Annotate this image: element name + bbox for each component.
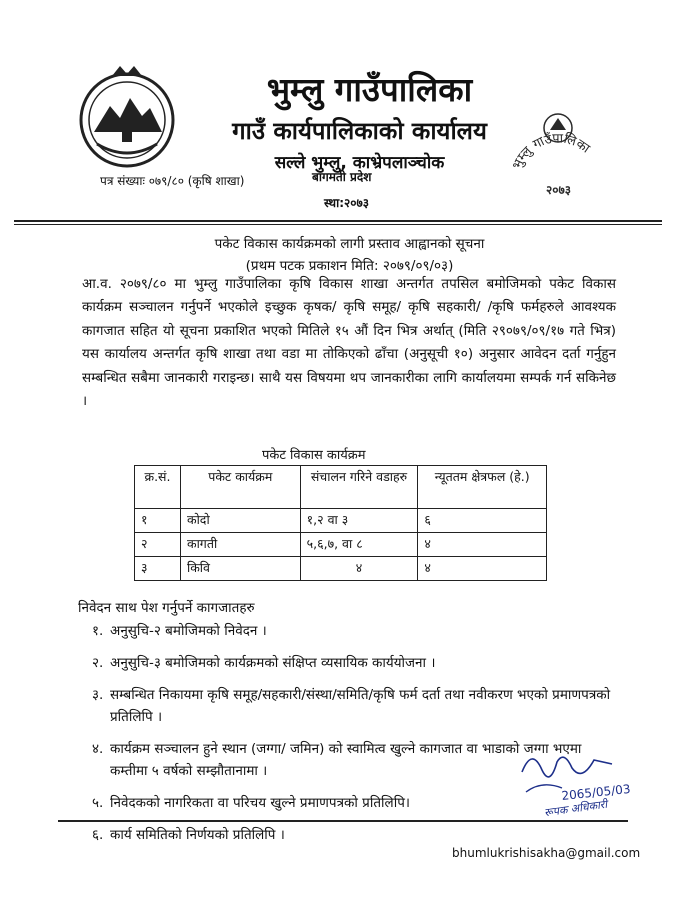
table-row	[135, 533, 547, 557]
stamp-text: भुम्लु गाउँपालिका	[510, 131, 593, 172]
letter-number: पत्र संख्याः ०७९/८० (कृषि शाखा)	[100, 174, 245, 188]
header-area: न्यूततम क्षेत्रफल (हे.)	[418, 466, 547, 509]
footer-email: bhumlukrishisakha@gmail.com	[452, 846, 641, 860]
footer-divider	[58, 820, 628, 822]
cell-program: कागती	[180, 533, 300, 557]
cell-wards: ५,६,७, वा ८	[300, 533, 418, 557]
item-text: अनुसुचि-३ बमोजिमको कार्यक्रमको संक्षिप्त व्यसायिक कार्ययोजना ।	[110, 655, 436, 671]
header-divider	[14, 220, 662, 222]
list-item	[92, 684, 622, 728]
table-row	[135, 557, 547, 581]
cell-program: कोदो	[180, 509, 300, 533]
item-number: ४.	[92, 741, 104, 757]
documents-heading: निवेदन साथ पेश गर्नुपर्ने कागजातहरु	[78, 600, 255, 616]
header-program: पकेट कार्यक्रम	[180, 466, 300, 509]
list-item	[92, 620, 622, 642]
cell-serial: २	[135, 533, 181, 557]
list-item	[92, 652, 622, 674]
table-header-row	[135, 466, 547, 509]
pocket-program-table	[134, 465, 547, 581]
cell-serial: ३	[135, 557, 181, 581]
table-row	[135, 509, 547, 533]
item-text: कार्यक्रम सञ्चालन हुने स्थान (जग्गा/ जमिन) को स्वामित्व खुल्ने कागजात वा भाडाको जग्गा भएमा कम्तीमा ५ वर्षको सम्झौतानामा ।	[110, 741, 582, 779]
item-text: निवेदकको नागरिकता वा परिचय खुल्ने प्रमाणपत्रको प्रतिलिपि।	[110, 795, 410, 811]
item-number: ३.	[92, 687, 104, 703]
item-number: ५.	[92, 795, 104, 811]
item-text: सम्बन्धित निकायमा कृषि समूह/सहकारी/संस्था/समिति/कृषि फर्म दर्ता तथा नवीकरण भएको प्रमाणपत्रको प्रतिलिपि ।	[110, 687, 611, 725]
item-number: २.	[92, 655, 104, 671]
item-text: अनुसुचि-२ बमोजिमको निवेदन ।	[110, 623, 267, 639]
cell-wards: ४	[300, 557, 418, 581]
item-number: १.	[92, 623, 104, 639]
header-wards: संचालन गरिने वडाहरु	[300, 466, 418, 509]
cell-area: ४	[418, 557, 547, 581]
cell-serial: १	[135, 509, 181, 533]
municipality-title: भुम्लु गाउँपालिका	[266, 70, 473, 109]
item-text: कार्य समितिको निर्णयको प्रतिलिपि ।	[110, 827, 285, 843]
header-divider-thin	[14, 224, 662, 225]
province-name: बागमती प्रदेश	[312, 170, 372, 184]
office-stamp-icon	[510, 108, 606, 200]
table-title: पकेट विकास कार्यक्रम	[262, 448, 366, 463]
officer-name: रूपक अधिकारी	[543, 797, 609, 820]
office-title: गाउँ कार्यपालिकाको कार्यालय	[232, 117, 487, 145]
established-year: स्था:२०७३	[324, 196, 369, 210]
cell-wards: १,२ वा ३	[300, 509, 418, 533]
notice-subheading: (प्रथम पटक प्रकाशन मिति: २०७९/०९/०३)	[245, 258, 454, 274]
notice-body: आ.व. २०७९/८० मा भुम्लु गाउँपालिका कृषि विकास शाखा अन्तर्गत तपसिल बमोजिमको पकेट विकास कार्यक्रम सञ्चालन गर्नुपर्ने भएकोले इच्छुक कृषक/ कृषि समूह/ कृषि सहकारी/ /कृषि फर्महरुले आवश्यक कागजात सहित यो सूचना प्रकाशित भएको मितिले १५ औं दिन भित्र अर्थात् (मिति २९०७९/०९/१७ गते भित्र) यस कार्यालय अन्तर्गत कृषि शाखा तथा वडा मा तोकिएको ढाँचा (अनुसूची १०) अनुसार आवेदन दर्ता गर्नुहुन सम्बन्धित सबैमा जानकारी गराइन्छ। साथै यस विषयमा थप जानकारीका लागि कार्यालयमा सम्पर्क गर्न सकिनेछ ।	[82, 276, 616, 410]
cell-area: ६	[418, 509, 547, 533]
cell-program: किवि	[180, 557, 300, 581]
item-number: ६.	[92, 827, 104, 843]
cell-area: ४	[418, 533, 547, 557]
stamp-year: २०७३	[546, 183, 571, 197]
signature-date: 2065/05/03	[560, 781, 632, 803]
header-serial: क्र.सं.	[135, 466, 181, 509]
office-address: सल्ले भुम्लु, काभ्रेपलाञ्चोक	[274, 153, 445, 173]
notice-heading: पकेट विकास कार्यक्रमको लागी प्रस्ताव आह्वानको सूचना	[214, 236, 485, 252]
